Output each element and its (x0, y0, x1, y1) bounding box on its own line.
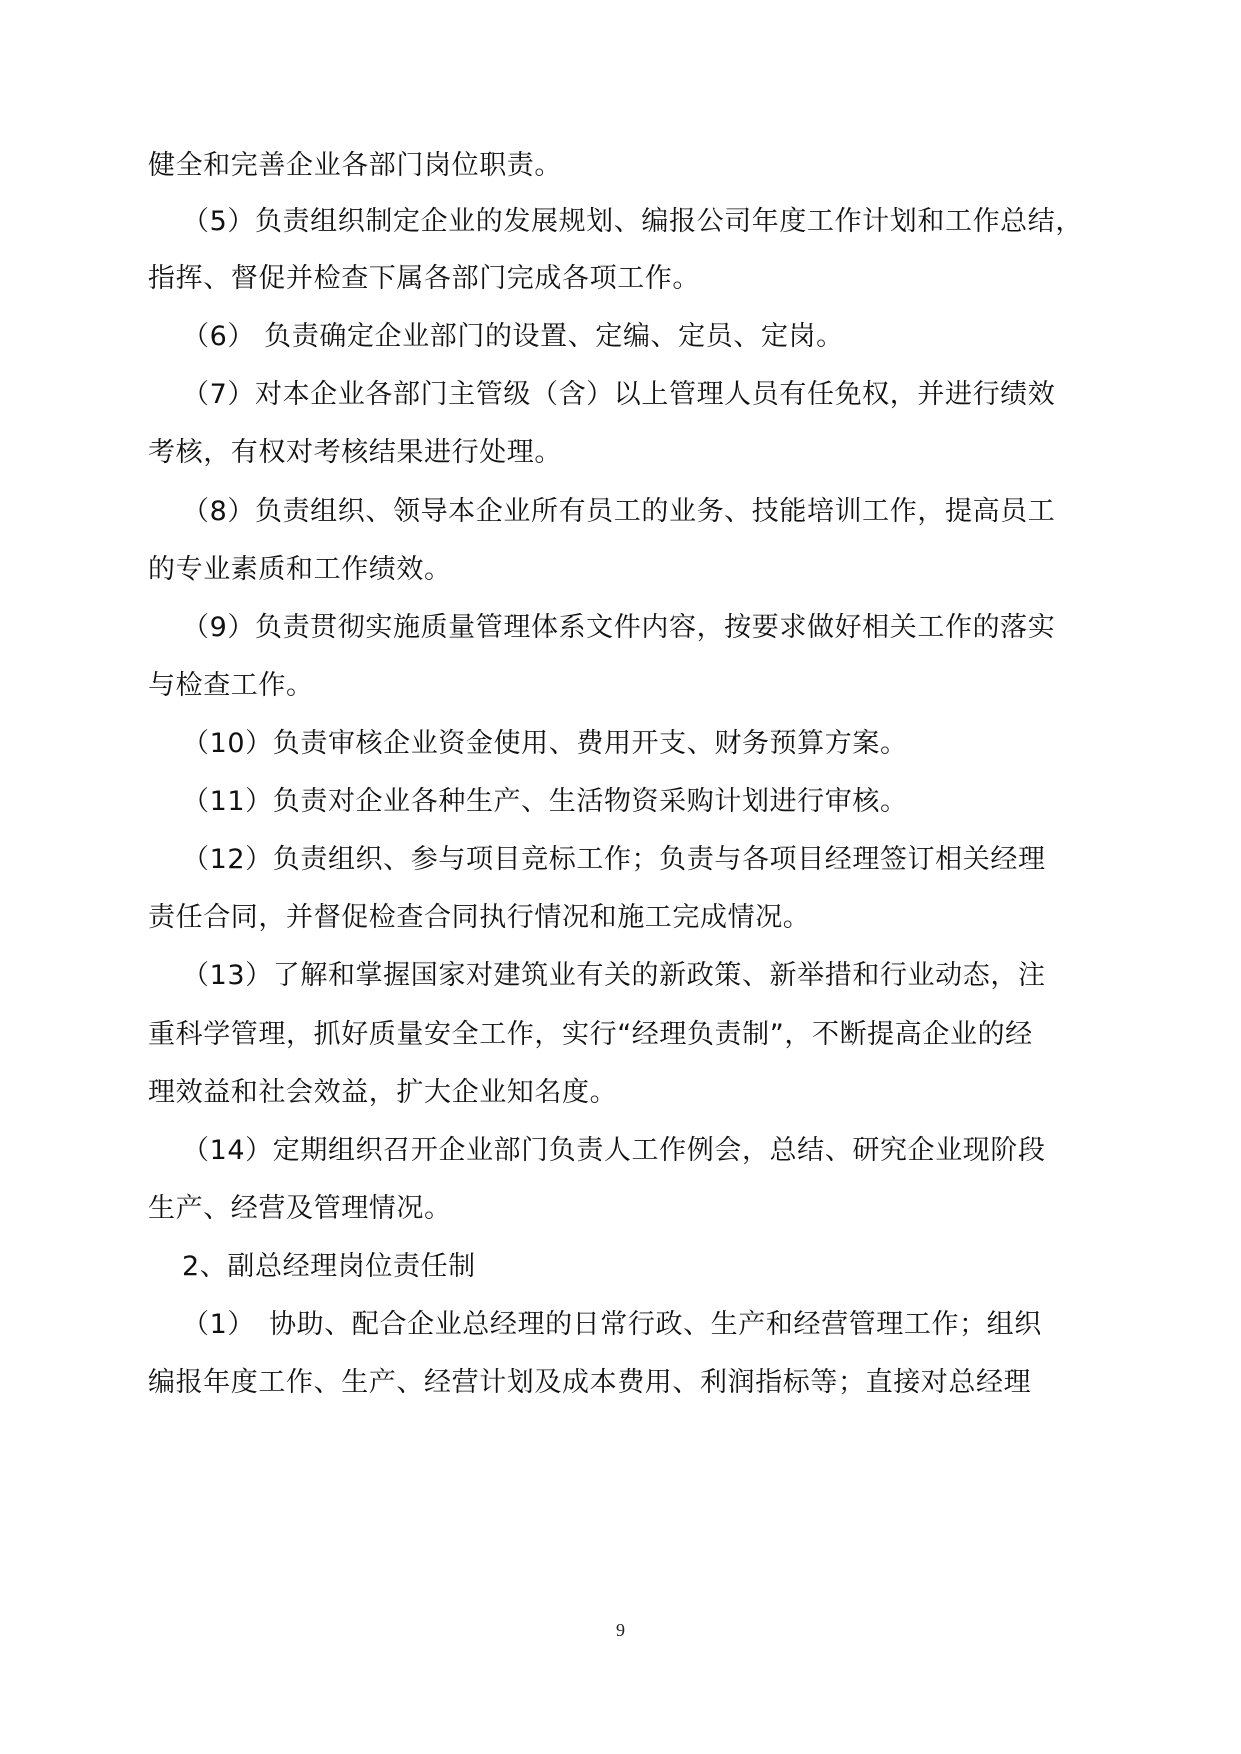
page-number: 9 (616, 1620, 625, 1640)
body-text-line: （10）负责审核企业资金使用、费用开支、财务预算方案。 (182, 728, 908, 759)
section-heading: 2、副总经理岗位责任制 (182, 1251, 476, 1282)
body-text-line: 与检查工作。 (148, 670, 314, 701)
body-text-line: 责任合同，并督促检查合同执行情况和施工完成情况。 (148, 902, 811, 933)
body-text-line: （9）负责贯彻实施质量管理体系文件内容，按要求做好相关工作的落实 (182, 612, 1056, 643)
body-text-line: （14）定期组织召开企业部门负责人工作例会，总结、研究企业现阶段 (182, 1135, 1046, 1166)
body-text-line: （11）负责对企业各种生产、生活物资采购计划进行审核。 (182, 786, 908, 817)
body-text-line: 健全和完善企业各部门岗位职责。 (148, 150, 562, 181)
body-text-line: 理效益和社会效益，扩大企业知名度。 (148, 1077, 618, 1108)
body-text-line: 生产、经营及管理情况。 (148, 1193, 452, 1224)
body-text-line: 的专业素质和工作绩效。 (148, 554, 452, 585)
body-text-line: （1） 协助、配合企业总经理的日常行政、生产和经营管理工作；组织 (182, 1309, 1042, 1340)
body-text-line: （6） 负责确定企业部门的设置、定编、定员、定岗。 (182, 321, 844, 352)
body-text-line: （12）负责组织、参与项目竞标工作；负责与各项目经理签订相关经理 (182, 844, 1046, 875)
body-text-line: （8）负责组织、领导本企业所有员工的业务、技能培训工作，提高员工 (182, 496, 1056, 527)
body-text-line: （5）负责组织制定企业的发展规划、编报公司年度工作计划和工作总结， (182, 206, 1083, 237)
body-text-line: 编报年度工作、生产、经营计划及成本费用、利润指标等；直接对总经理 (148, 1367, 1032, 1398)
body-text-line: （13）了解和掌握国家对建筑业有关的新政策、新举措和行业动态，注 (182, 960, 1046, 991)
body-text-line: 指挥、督促并检查下属各部门完成各项工作。 (148, 263, 700, 294)
body-text-line: （7）对本企业各部门主管级（含）以上管理人员有任免权，并进行绩效 (182, 379, 1056, 410)
body-text-line: 重科学管理，抓好质量安全工作，实行“经理负责制”，不断提高企业的经 (148, 1019, 1033, 1050)
body-text-line: 考核，有权对考核结果进行处理。 (148, 437, 562, 468)
